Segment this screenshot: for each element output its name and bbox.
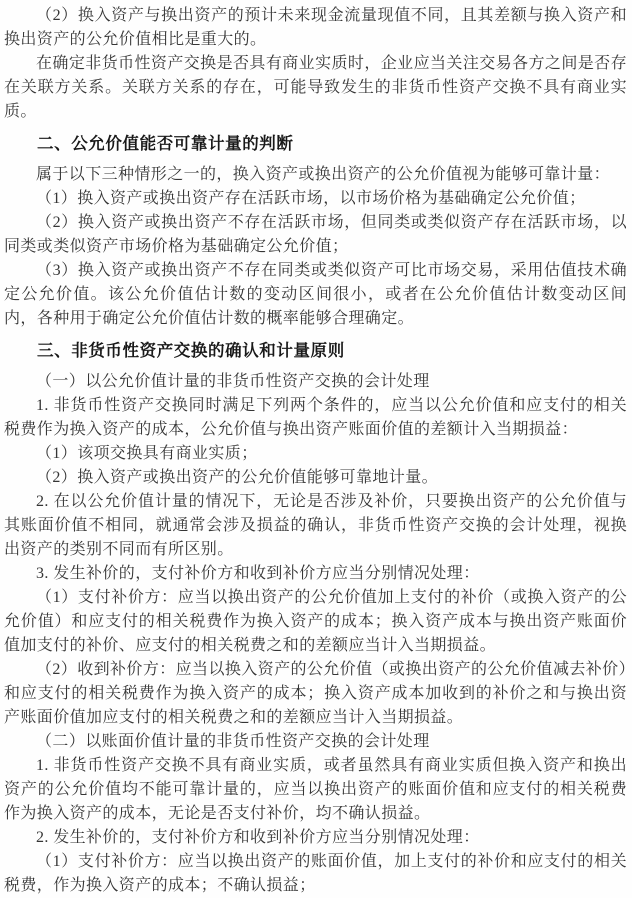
- body-paragraph: 2. 发生补价的，支付补价方和收到补价方应当分别情况处理：: [36, 829, 480, 846]
- body-paragraph: （1）支付补价方：应当以换出资产的公允价值加上支付的补价（或换入资产的公允价值）和应支付的相关税费作为换入资产的成本；换入资产成本与换出资产账面价值加支付的补价、应支付的相关税费之和的差额应当计入当期损益。: [4, 589, 627, 654]
- section-heading: 二、公允价值能否可靠计量的判断: [37, 135, 294, 153]
- body-paragraph: 属于以下三种情形之一的，换入资产或换出资产的公允价值视为能够可靠计量：: [36, 166, 611, 183]
- body-paragraph: （一）以公允价值计量的非货币性资产交换的会计处理: [36, 373, 430, 390]
- body-paragraph: 1. 非货币性资产交换同时满足下列两个条件的，应当以公允价值和应支付的相关税费作为换入资产的成本，公允价值与换出资产账面价值的差额计入当期损益：: [4, 397, 627, 438]
- body-paragraph: （2）换入资产或换出资产不存在活跃市场，但同类或类似资产存在活跃市场，以同类或类似资产市场价格为基础确定公允价值；: [4, 214, 627, 255]
- section-heading: 三、非货币性资产交换的确认和计量原则: [37, 342, 345, 360]
- body-paragraph: （2）换入资产或换出资产的公允价值能够可靠地计量。: [36, 469, 439, 486]
- body-paragraph: 1. 非货币性资产交换不具有商业实质，或者虽然具有商业实质但换入资产和换出资产的公允价值均不能可靠计量的，应当以换出资产的账面价值和应支付的相关税费作为换入资产的成本，无论是否支付补价，均不确认损益。: [4, 757, 627, 822]
- body-paragraph: （3）换入资产或换出资产不存在同类或类似资产可比市场交易，采用估值技术确定公允价值。该公允价值估计数的变动区间很小，或者在公允价值估计数变动区间内，各种用于确定公允价值估计数的概率能够合理确定。: [4, 262, 627, 327]
- body-paragraph: （1）该项交换具有商业实质；: [36, 445, 258, 462]
- body-paragraph: 2. 在以公允价值计量的情况下，无论是否涉及补价，只要换出资产的公允价值与其账面价值不相同，就通常会涉及损益的确认，非货币性资产交换的会计处理，视换出资产的类别不同而有所区别。: [4, 493, 627, 558]
- body-paragraph: （1）换入资产或换出资产存在活跃市场，以市场价格为基础确定公允价值；: [36, 190, 586, 207]
- body-paragraph: （1）支付补价方：应当以换出资产的账面价值，加上支付的补价和应支付的相关税费，作为换入资产的成本；不确认损益；: [4, 853, 627, 894]
- body-paragraph: （二）以账面价值计量的非货币性资产交换的会计处理: [36, 733, 430, 750]
- body-paragraph: （2）收到补价方：应当以换入资产的公允价值（或换出资产的公允价值减去补价）和应支付的相关税费作为换入资产的成本；换入资产成本加收到的补价之和与换出资产账面价值加应支付的相关税费之和的差额应当计入当期损益。: [4, 661, 627, 726]
- body-paragraph: 在确定非货币性资产交换是否具有商业实质时，企业应当关注交易各方之间是否存在关联方关系。关联方关系的存在，可能导致发生的非货币性资产交换不具有商业实质。: [4, 55, 627, 120]
- body-paragraph: （2）换入资产与换出资产的预计未来现金流量现值不同，且其差额与换入资产和换出资产的公允价值相比是重大的。: [4, 7, 627, 48]
- body-paragraph: 3. 发生补价的，支付补价方和收到补价方应当分别情况处理：: [36, 565, 480, 582]
